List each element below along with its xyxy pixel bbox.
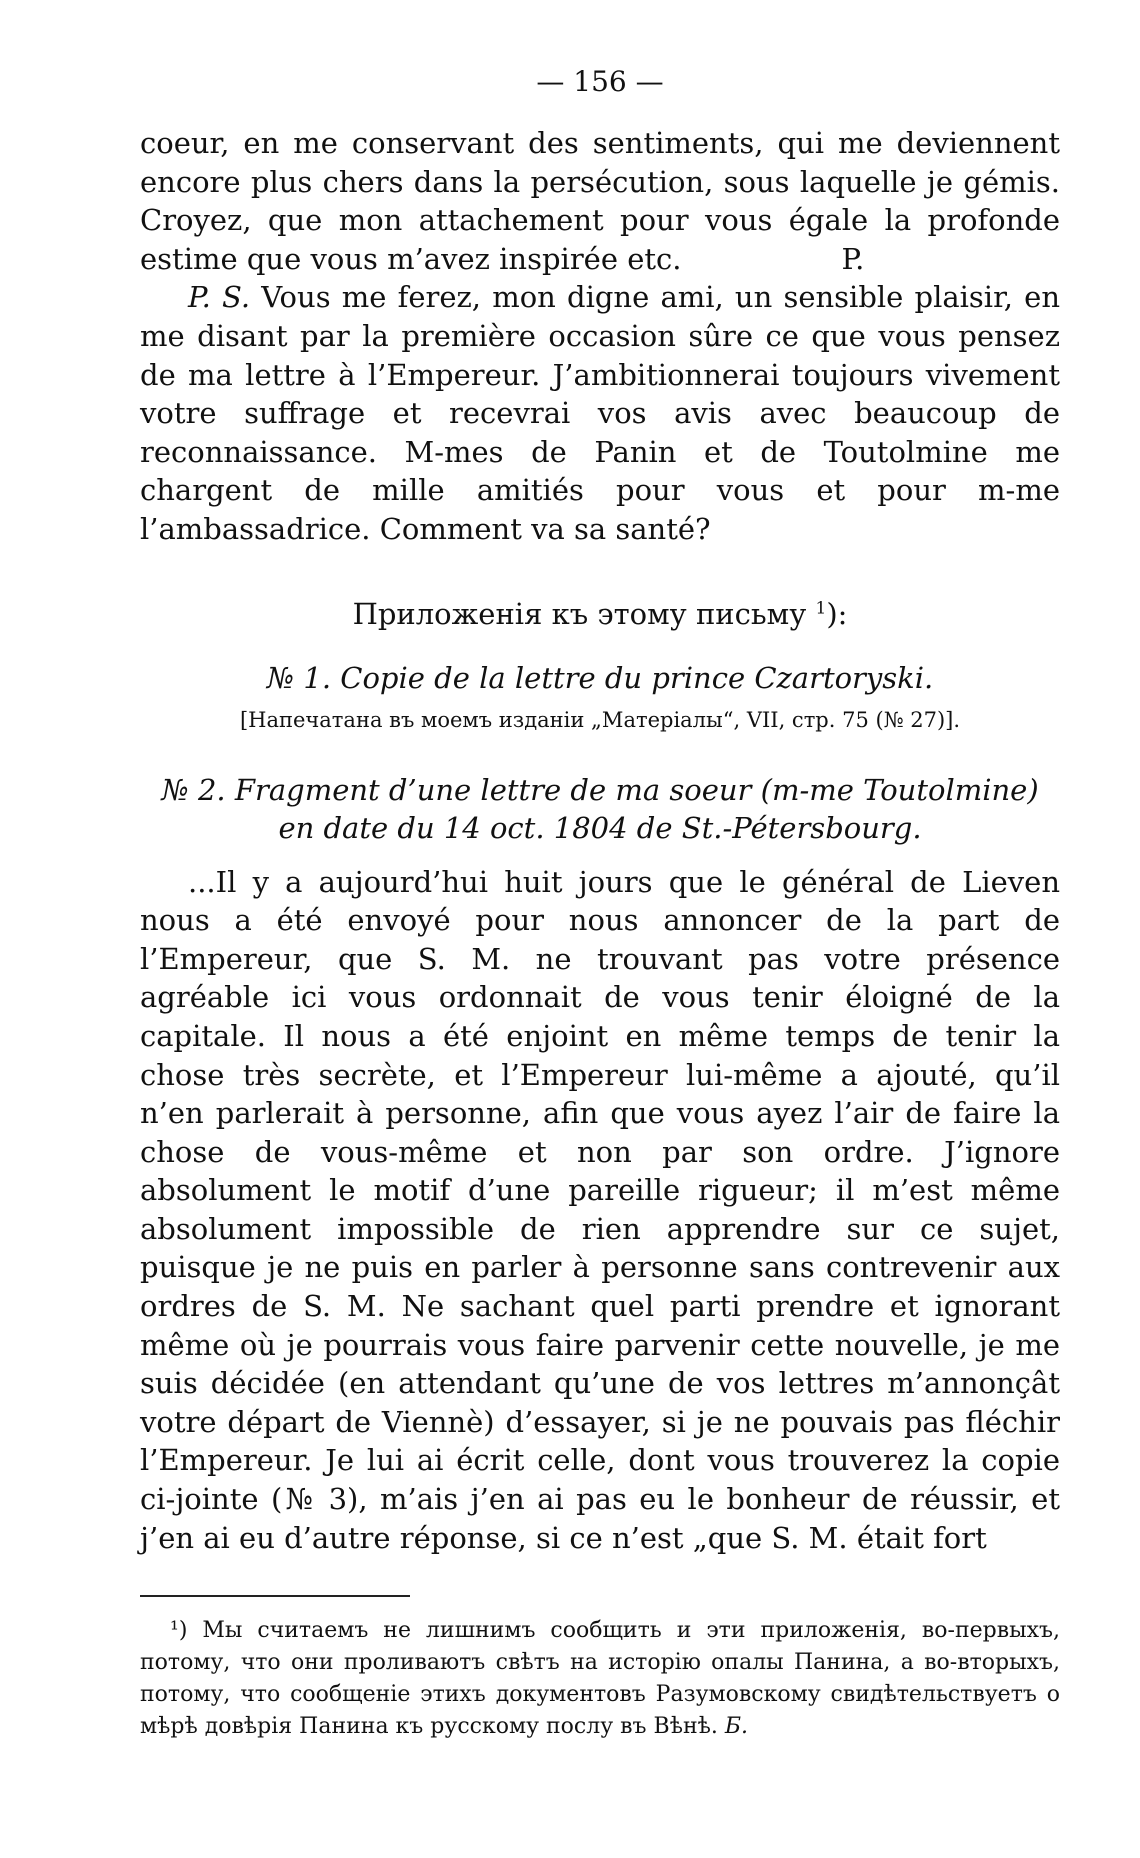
- footnote-divider: [140, 1595, 410, 1597]
- postscript-paragraph: [140, 278, 1060, 548]
- postscript-label: P. S.: [188, 280, 251, 315]
- footnote-mark: ¹): [170, 1618, 188, 1644]
- appendix-item-2-title: [140, 771, 1060, 847]
- page-number: — 156 —: [536, 65, 664, 98]
- footnote-text: Мы считаемъ не лишнимъ сообщить и эти приложенія, во-первыхъ, потому, что они проливаютъ свѣтъ на исторію опалы Панина, а во-вторыхъ, потому, что сообщеніе этихъ документовъ Разумовскому свидѣтельствуетъ о мѣрѣ довѣрія Панина къ русскому послу въ Вѣнѣ.: [140, 1618, 1060, 1740]
- postscript-text: Vous me ferez, mon digne ami, un sensible plaisir, en me disant par la première occasion sûre ce que vous pensez de ma lettre à l’Empereur. J’ambitionnerai toujours vivement votre suffrage et recevrai vos avis avec beaucoup de reconnaissance. M-mes de Panin et de Toutolmine me chargent de mille amitiés pour vous et pour m-me l’ambassadrice. Comment va sa santé?: [140, 280, 1060, 546]
- appendix-item-2-title-line2: en date du 14 oct. 1804 de St.-Pétersbourg.: [278, 810, 922, 845]
- footnote: [140, 1615, 1060, 1743]
- appendix-item-1-note: [Напечатана въ моемъ изданіи „Матеріалы“, VII, стр. 75 (№ 27)].: [239, 707, 961, 732]
- letter-closing-text: coeur, en me conservant des sentiments, qui me deviennent encore plus chers dans la persécution, sous laquelle je gémis. Croyez, que mon attachement pour vous égale la profonde estime que vous m’avez inspirée etc.: [140, 126, 1060, 276]
- appendix-heading-text: Приложенія къ этому письму: [352, 596, 807, 631]
- appendix-item-2-title-line1: № 2. Fragment d’une lettre de ma soeur (m-me Toutolmine): [161, 772, 1039, 807]
- appendix-item-1-title: № 1. Copie de la lettre du prince Czartoryski.: [266, 660, 934, 695]
- appendix-heading: [140, 595, 1060, 633]
- appendix-item-2-text: ...Il y a aujourd’hui huit jours que le général de Lieven nous a été envoyé pour nous annoncer de la part de l’Empereur, que S. M. ne trouvant pas votre présence agréable ici vous ordonnait de vous tenir éloigné de la capitale. Il nous a été enjoint en même temps de tenir la chose très secrète, et l’Empereur lui-même a ajouté, qu’il n’en parlerait à personne, afin que vous ayez l’air de faire la chose de vous-même et non par son ordre. J’ignore absolument le motif d’une pareille rigueur; il m’est même absolument impossible de rien apprendre sur ce sujet, puisque je ne puis en parler à personne sans contrevenir aux ordres de S. M. Ne sachant quel parti prendre et ignorant même où je pourrais vous faire parvenir cette nouvelle, je me suis décidée (en attendant qu’une de vos lettres m’annonçât votre départ de Viennè) d’essayer, si je ne pouvais pas fléchir l’Empereur. Je lui ai écrit celle, dont vous trouverez la copie ci-jointe (№ 3), m’ais j’en ai pas eu le bonheur de réussir, et j’en ai eu d’autre réponse, si ce n’est „que S. M. était fort: [140, 864, 1060, 1555]
- letter-signature: P.: [841, 241, 865, 276]
- appendix-heading-tail: ):: [826, 596, 848, 631]
- letter-closing-paragraph: [140, 124, 1060, 278]
- footnote-reference: 1: [815, 597, 827, 618]
- footnote-initial: Б.: [724, 1714, 749, 1740]
